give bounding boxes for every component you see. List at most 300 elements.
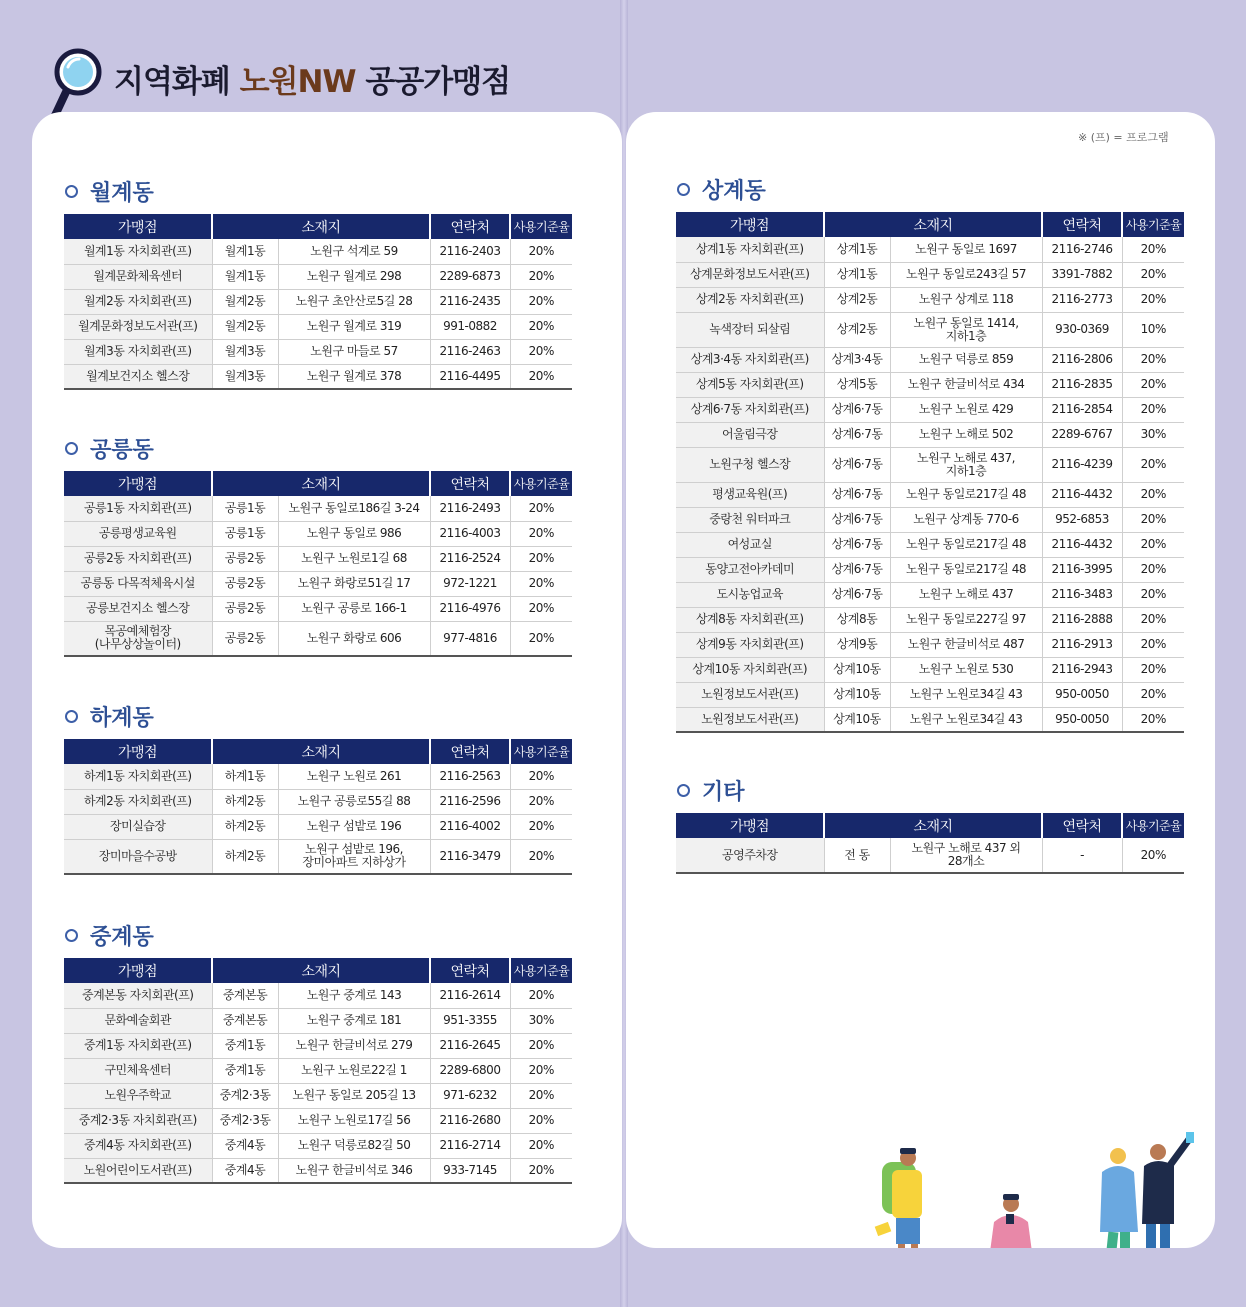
cell-phone: 930-0369 bbox=[1042, 312, 1122, 347]
cell-dong: 상계6·7동 bbox=[824, 397, 890, 422]
cell-name: 상계9동 자치회관(프) bbox=[676, 632, 824, 657]
cell-dong: 월계2동 bbox=[212, 314, 278, 339]
cell-addr: 노원구 석계로 59 bbox=[278, 239, 430, 264]
cell-dong: 공릉1동 bbox=[212, 521, 278, 546]
cell-rate: 20% bbox=[510, 1033, 572, 1058]
cell-rate: 30% bbox=[1122, 422, 1184, 447]
cell-phone: 2116-4432 bbox=[1042, 532, 1122, 557]
table-row bbox=[676, 422, 1184, 447]
cell-addr: 노원구 한글비석로 434 bbox=[890, 372, 1042, 397]
cell-rate: 20% bbox=[1122, 707, 1184, 732]
cell-dong: 상계1동 bbox=[824, 237, 890, 262]
column-header-location: 소재지 bbox=[212, 958, 430, 983]
cell-name: 월계문화체육센터 bbox=[64, 264, 212, 289]
page-title: 지역화폐 노원NW 공공가맹점 bbox=[114, 63, 511, 100]
cell-addr: 노원구 화랑로51길 17 bbox=[278, 571, 430, 596]
cell-name: 월계보건지소 헬스장 bbox=[64, 364, 212, 389]
cell-dong: 상계2동 bbox=[824, 312, 890, 347]
table-row bbox=[64, 789, 572, 814]
cell-name: 공릉2동 자치회관(프) bbox=[64, 546, 212, 571]
section-heading: 중계동 bbox=[90, 924, 154, 950]
cell-name: 상계5동 자치회관(프) bbox=[676, 372, 824, 397]
column-header-rate: 사용기준율 bbox=[510, 739, 572, 764]
cell-addr: 노원구 화랑로 606 bbox=[278, 621, 430, 656]
cell-phone: 952-6853 bbox=[1042, 507, 1122, 532]
table-row bbox=[676, 447, 1184, 482]
cell-phone: 2116-4432 bbox=[1042, 482, 1122, 507]
column-header-name: 가맹점 bbox=[64, 471, 212, 496]
cell-rate: 20% bbox=[1122, 347, 1184, 372]
cell-dong: 월계3동 bbox=[212, 339, 278, 364]
cell-rate: 20% bbox=[510, 1058, 572, 1083]
column-header-location: 소재지 bbox=[212, 739, 430, 764]
cell-name: 공릉보건지소 헬스장 bbox=[64, 596, 212, 621]
cell-name: 공릉평생교육원 bbox=[64, 521, 212, 546]
cell-addr: 노원구 상계로 118 bbox=[890, 287, 1042, 312]
cell-dong: 하계1동 bbox=[212, 764, 278, 789]
cell-addr: 노원구 월계로 319 bbox=[278, 314, 430, 339]
table-header-row bbox=[676, 212, 1184, 237]
cell-rate: 20% bbox=[510, 289, 572, 314]
cell-name: 하계2동 자치회관(프) bbox=[64, 789, 212, 814]
cell-addr: 노원구 노원로 429 bbox=[890, 397, 1042, 422]
section-title bbox=[676, 174, 1184, 204]
cell-phone: 972-1221 bbox=[430, 571, 510, 596]
cell-name: 상계10동 자치회관(프) bbox=[676, 657, 824, 682]
table-row bbox=[676, 682, 1184, 707]
cell-rate: 20% bbox=[1122, 397, 1184, 422]
cell-phone: 2116-2403 bbox=[430, 239, 510, 264]
cell-phone: 2289-6873 bbox=[430, 264, 510, 289]
table-row bbox=[676, 482, 1184, 507]
table-row bbox=[64, 1083, 572, 1108]
table-row bbox=[64, 289, 572, 314]
cell-name: 중계4동 자치회관(프) bbox=[64, 1133, 212, 1158]
table-header-row bbox=[64, 471, 572, 496]
table-row bbox=[64, 571, 572, 596]
cell-name: 공릉1동 자치회관(프) bbox=[64, 496, 212, 521]
cell-rate: 20% bbox=[510, 496, 572, 521]
column-header-rate: 사용기준율 bbox=[1122, 813, 1184, 838]
circle-bullet-icon bbox=[677, 784, 690, 797]
section-heading: 공릉동 bbox=[90, 437, 154, 463]
section-sanggye bbox=[676, 174, 1184, 733]
cell-addr: 노원구 노해로 437, 지하1층 bbox=[890, 447, 1042, 482]
cell-rate: 20% bbox=[510, 339, 572, 364]
cell-phone: 2116-4239 bbox=[1042, 447, 1122, 482]
circle-bullet-icon bbox=[65, 442, 78, 455]
cell-name: 구민체육센터 bbox=[64, 1058, 212, 1083]
cell-name: 노원어린이도서관(프) bbox=[64, 1158, 212, 1183]
cell-rate: 20% bbox=[1122, 582, 1184, 607]
cell-phone: 3391-7882 bbox=[1042, 262, 1122, 287]
column-header-rate: 사용기준율 bbox=[1122, 212, 1184, 237]
cell-addr: 노원구 마들로 57 bbox=[278, 339, 430, 364]
column-header-phone: 연락처 bbox=[430, 214, 510, 239]
cell-rate: 20% bbox=[510, 596, 572, 621]
cell-dong: 공릉2동 bbox=[212, 596, 278, 621]
table-row bbox=[64, 1008, 572, 1033]
cell-dong: 전 동 bbox=[824, 838, 890, 873]
table-row bbox=[676, 632, 1184, 657]
cell-dong: 중계1동 bbox=[212, 1033, 278, 1058]
cell-name: 장미마을수공방 bbox=[64, 839, 212, 874]
cell-addr: 노원구 동일로217길 48 bbox=[890, 557, 1042, 582]
cell-name: 녹색장터 되살림 bbox=[676, 312, 824, 347]
circle-bullet-icon bbox=[677, 183, 690, 196]
table-row bbox=[64, 596, 572, 621]
page-header bbox=[48, 48, 510, 108]
cell-name: 문화예술회관 bbox=[64, 1008, 212, 1033]
circle-bullet-icon bbox=[65, 185, 78, 198]
cell-phone: 971-6232 bbox=[430, 1083, 510, 1108]
cell-phone: 2116-2854 bbox=[1042, 397, 1122, 422]
cell-addr: 노원구 동일로 205길 13 bbox=[278, 1083, 430, 1108]
cell-addr: 노원구 공릉로55길 88 bbox=[278, 789, 430, 814]
table-row bbox=[64, 314, 572, 339]
table-row bbox=[676, 262, 1184, 287]
table-row bbox=[64, 264, 572, 289]
table-row bbox=[676, 347, 1184, 372]
cell-phone: 933-7145 bbox=[430, 1158, 510, 1183]
cell-addr: 노원구 한글비석로 346 bbox=[278, 1158, 430, 1183]
cell-dong: 중계본동 bbox=[212, 983, 278, 1008]
cell-dong: 하계2동 bbox=[212, 789, 278, 814]
section-heading: 기타 bbox=[702, 779, 745, 805]
table-row bbox=[676, 287, 1184, 312]
cell-phone: 2116-2463 bbox=[430, 339, 510, 364]
cell-phone: 2116-3483 bbox=[1042, 582, 1122, 607]
table-header-row bbox=[64, 958, 572, 983]
cell-addr: 노원구 노원로34길 43 bbox=[890, 682, 1042, 707]
cell-addr: 노원구 동일로217길 48 bbox=[890, 482, 1042, 507]
cell-dong: 상계1동 bbox=[824, 262, 890, 287]
cell-name: 중랑천 워터파크 bbox=[676, 507, 824, 532]
cell-phone: 2116-4002 bbox=[430, 814, 510, 839]
cell-addr: 노원구 동일로 1697 bbox=[890, 237, 1042, 262]
cell-addr: 노원구 노해로 437 외 28개소 bbox=[890, 838, 1042, 873]
cell-dong: 중계2·3동 bbox=[212, 1108, 278, 1133]
cell-name: 여성교실 bbox=[676, 532, 824, 557]
table-row bbox=[676, 707, 1184, 732]
column-header-phone: 연락처 bbox=[430, 958, 510, 983]
column-header-location: 소재지 bbox=[212, 471, 430, 496]
cell-rate: 20% bbox=[510, 1083, 572, 1108]
cell-dong: 월계1동 bbox=[212, 264, 278, 289]
cell-dong: 상계6·7동 bbox=[824, 422, 890, 447]
table-row bbox=[676, 372, 1184, 397]
cell-phone: 2116-2835 bbox=[1042, 372, 1122, 397]
cell-name: 공릉동 다목적체육시설 bbox=[64, 571, 212, 596]
merchant-table bbox=[64, 958, 572, 1184]
cell-addr: 노원구 상계동 770-6 bbox=[890, 507, 1042, 532]
cell-name: 하계1동 자치회관(프) bbox=[64, 764, 212, 789]
table-row bbox=[64, 546, 572, 571]
cell-rate: 20% bbox=[510, 1133, 572, 1158]
cell-phone: 977-4816 bbox=[430, 621, 510, 656]
section-hagye bbox=[64, 701, 572, 875]
cell-addr: 노원구 노해로 502 bbox=[890, 422, 1042, 447]
cell-addr: 노원구 초안산로5길 28 bbox=[278, 289, 430, 314]
cell-addr: 노원구 섬밭로 196 bbox=[278, 814, 430, 839]
cell-dong: 상계3·4동 bbox=[824, 347, 890, 372]
cell-dong: 상계8동 bbox=[824, 607, 890, 632]
cell-phone: 2289-6767 bbox=[1042, 422, 1122, 447]
cell-dong: 상계10동 bbox=[824, 707, 890, 732]
column-header-phone: 연락처 bbox=[1042, 212, 1122, 237]
cell-addr: 노원구 한글비석로 279 bbox=[278, 1033, 430, 1058]
cell-addr: 노원구 노원로17길 56 bbox=[278, 1108, 430, 1133]
cell-rate: 20% bbox=[510, 814, 572, 839]
table-row bbox=[64, 814, 572, 839]
cell-dong: 상계6·7동 bbox=[824, 532, 890, 557]
cell-dong: 상계9동 bbox=[824, 632, 890, 657]
cell-name: 월계2동 자치회관(프) bbox=[64, 289, 212, 314]
cell-phone: 2116-2596 bbox=[430, 789, 510, 814]
table-row bbox=[64, 1108, 572, 1133]
section-title bbox=[64, 920, 572, 950]
cell-phone: 2116-3479 bbox=[430, 839, 510, 874]
section-gongneung bbox=[64, 433, 572, 657]
merchant-table bbox=[676, 813, 1184, 874]
cell-name: 목공예체험장 (나무상상놀이터) bbox=[64, 621, 212, 656]
cell-dong: 중계본동 bbox=[212, 1008, 278, 1033]
column-header-rate: 사용기준율 bbox=[510, 214, 572, 239]
table-row bbox=[64, 1133, 572, 1158]
cell-dong: 공릉2동 bbox=[212, 621, 278, 656]
cell-name: 노원우주학교 bbox=[64, 1083, 212, 1108]
circle-bullet-icon bbox=[65, 929, 78, 942]
table-row bbox=[64, 839, 572, 874]
cell-phone: 2116-2943 bbox=[1042, 657, 1122, 682]
table-row bbox=[64, 364, 572, 389]
table-row bbox=[64, 621, 572, 656]
cell-name: 상계1동 자치회관(프) bbox=[676, 237, 824, 262]
table-row bbox=[676, 312, 1184, 347]
cell-phone: 2116-2524 bbox=[430, 546, 510, 571]
section-wolgye bbox=[64, 176, 572, 390]
cell-rate: 20% bbox=[1122, 682, 1184, 707]
cell-phone: 2116-2888 bbox=[1042, 607, 1122, 632]
cell-name: 상계문화정보도서관(프) bbox=[676, 262, 824, 287]
table-row bbox=[64, 1158, 572, 1183]
cell-dong: 상계5동 bbox=[824, 372, 890, 397]
column-header-name: 가맹점 bbox=[64, 958, 212, 983]
section-heading: 상계동 bbox=[702, 178, 766, 204]
cell-name: 중계본동 자치회관(프) bbox=[64, 983, 212, 1008]
cell-addr: 노원구 월계로 378 bbox=[278, 364, 430, 389]
program-legend-note: ※ (프) = 프로그램 bbox=[1078, 131, 1169, 144]
table-row bbox=[676, 532, 1184, 557]
cell-rate: 20% bbox=[1122, 372, 1184, 397]
cell-addr: 노원구 동일로 986 bbox=[278, 521, 430, 546]
cell-name: 상계2동 자치회관(프) bbox=[676, 287, 824, 312]
cell-dong: 공릉2동 bbox=[212, 546, 278, 571]
column-header-phone: 연락처 bbox=[430, 739, 510, 764]
column-header-name: 가맹점 bbox=[676, 813, 824, 838]
column-header-location: 소재지 bbox=[212, 214, 430, 239]
cell-rate: 20% bbox=[1122, 482, 1184, 507]
cell-name: 월계3동 자치회관(프) bbox=[64, 339, 212, 364]
section-title bbox=[64, 176, 572, 206]
table-row bbox=[676, 507, 1184, 532]
cell-rate: 20% bbox=[510, 364, 572, 389]
cell-rate: 20% bbox=[510, 546, 572, 571]
cell-phone: 2116-2614 bbox=[430, 983, 510, 1008]
cell-addr: 노원구 섬밭로 196, 장미아파트 지하상가 bbox=[278, 839, 430, 874]
cell-dong: 월계1동 bbox=[212, 239, 278, 264]
cell-dong: 상계10동 bbox=[824, 682, 890, 707]
cell-name: 월계1동 자치회관(프) bbox=[64, 239, 212, 264]
cell-name: 상계8동 자치회관(프) bbox=[676, 607, 824, 632]
table-row bbox=[64, 1058, 572, 1083]
column-header-name: 가맹점 bbox=[64, 214, 212, 239]
section-etc bbox=[676, 775, 1184, 874]
cell-phone: 2116-2435 bbox=[430, 289, 510, 314]
cell-name: 어울림극장 bbox=[676, 422, 824, 447]
table-row bbox=[64, 1033, 572, 1058]
cell-phone: 2116-3995 bbox=[1042, 557, 1122, 582]
cell-dong: 중계1동 bbox=[212, 1058, 278, 1083]
table-header-row bbox=[64, 214, 572, 239]
cell-addr: 노원구 노원로 261 bbox=[278, 764, 430, 789]
table-row bbox=[64, 239, 572, 264]
cell-dong: 상계10동 bbox=[824, 657, 890, 682]
cell-rate: 30% bbox=[510, 1008, 572, 1033]
section-title bbox=[676, 775, 1184, 805]
cell-rate: 20% bbox=[1122, 657, 1184, 682]
cell-addr: 노원구 노원로 530 bbox=[890, 657, 1042, 682]
cell-dong: 중계2·3동 bbox=[212, 1083, 278, 1108]
section-heading: 월계동 bbox=[90, 180, 154, 206]
cell-dong: 상계6·7동 bbox=[824, 582, 890, 607]
cell-dong: 공릉1동 bbox=[212, 496, 278, 521]
cell-rate: 20% bbox=[1122, 532, 1184, 557]
table-row bbox=[64, 764, 572, 789]
table-row bbox=[64, 496, 572, 521]
cell-addr: 노원구 동일로227길 97 bbox=[890, 607, 1042, 632]
table-row bbox=[676, 557, 1184, 582]
cell-name: 공영주차장 bbox=[676, 838, 824, 873]
merchant-table bbox=[64, 471, 572, 657]
cell-dong: 공릉2동 bbox=[212, 571, 278, 596]
cell-name: 월계문화정보도서관(프) bbox=[64, 314, 212, 339]
column-header-phone: 연락처 bbox=[1042, 813, 1122, 838]
column-header-rate: 사용기준율 bbox=[510, 958, 572, 983]
cell-rate: 20% bbox=[510, 764, 572, 789]
column-header-phone: 연락처 bbox=[430, 471, 510, 496]
cell-addr: 노원구 노원로22길 1 bbox=[278, 1058, 430, 1083]
column-header-name: 가맹점 bbox=[676, 212, 824, 237]
cell-rate: 20% bbox=[1122, 262, 1184, 287]
table-header-row bbox=[676, 813, 1184, 838]
cell-addr: 노원구 동일로217길 48 bbox=[890, 532, 1042, 557]
cell-phone: 2116-2563 bbox=[430, 764, 510, 789]
table-row bbox=[676, 237, 1184, 262]
cell-rate: 20% bbox=[510, 264, 572, 289]
cell-phone: 2116-4003 bbox=[430, 521, 510, 546]
cell-rate: 20% bbox=[1122, 287, 1184, 312]
cell-phone: 2116-2645 bbox=[430, 1033, 510, 1058]
cell-phone: 950-0050 bbox=[1042, 682, 1122, 707]
cell-rate: 20% bbox=[1122, 557, 1184, 582]
cell-phone: 2289-6800 bbox=[430, 1058, 510, 1083]
cell-phone: 951-3355 bbox=[430, 1008, 510, 1033]
cell-rate: 20% bbox=[1122, 237, 1184, 262]
cell-addr: 노원구 동일로243길 57 bbox=[890, 262, 1042, 287]
cell-dong: 하계2동 bbox=[212, 814, 278, 839]
cell-rate: 20% bbox=[510, 314, 572, 339]
section-junggye bbox=[64, 920, 572, 1184]
people-illustration bbox=[856, 1132, 1196, 1248]
column-header-rate: 사용기준율 bbox=[510, 471, 572, 496]
cell-addr: 노원구 덕릉로82길 50 bbox=[278, 1133, 430, 1158]
section-title bbox=[64, 701, 572, 731]
cell-phone: 2116-2680 bbox=[430, 1108, 510, 1133]
column-header-location: 소재지 bbox=[824, 212, 1042, 237]
cell-dong: 하계2동 bbox=[212, 839, 278, 874]
column-header-location: 소재지 bbox=[824, 813, 1042, 838]
table-row bbox=[64, 521, 572, 546]
cell-addr: 노원구 노원로1길 68 bbox=[278, 546, 430, 571]
cell-addr: 노원구 노해로 437 bbox=[890, 582, 1042, 607]
cell-rate: 20% bbox=[510, 621, 572, 656]
cell-rate: 20% bbox=[1122, 838, 1184, 873]
cell-phone: 991-0882 bbox=[430, 314, 510, 339]
table-header-row bbox=[64, 739, 572, 764]
cell-phone: 2116-2714 bbox=[430, 1133, 510, 1158]
cell-name: 상계3·4동 자치회관(프) bbox=[676, 347, 824, 372]
cell-rate: 10% bbox=[1122, 312, 1184, 347]
cell-rate: 20% bbox=[510, 983, 572, 1008]
cell-name: 상계6·7동 자치회관(프) bbox=[676, 397, 824, 422]
table-row bbox=[676, 657, 1184, 682]
merchant-table bbox=[64, 214, 572, 390]
cell-rate: 20% bbox=[510, 839, 572, 874]
table-row bbox=[64, 339, 572, 364]
cell-phone: 2116-4495 bbox=[430, 364, 510, 389]
table-row bbox=[64, 983, 572, 1008]
cell-rate: 20% bbox=[1122, 632, 1184, 657]
cell-addr: 노원구 중계로 143 bbox=[278, 983, 430, 1008]
table-row bbox=[676, 838, 1184, 873]
table-row bbox=[676, 582, 1184, 607]
cell-rate: 20% bbox=[510, 789, 572, 814]
cell-rate: 20% bbox=[1122, 507, 1184, 532]
section-heading: 하계동 bbox=[90, 705, 154, 731]
cell-rate: 20% bbox=[510, 571, 572, 596]
cell-rate: 20% bbox=[510, 1158, 572, 1183]
cell-phone: 2116-2773 bbox=[1042, 287, 1122, 312]
circle-bullet-icon bbox=[65, 710, 78, 723]
cell-addr: 노원구 노원로34길 43 bbox=[890, 707, 1042, 732]
table-row bbox=[676, 607, 1184, 632]
cell-addr: 노원구 한글비석로 487 bbox=[890, 632, 1042, 657]
cell-rate: 20% bbox=[1122, 607, 1184, 632]
cell-name: 노원구청 헬스장 bbox=[676, 447, 824, 482]
cell-name: 노원정보도서관(프) bbox=[676, 682, 824, 707]
cell-addr: 노원구 월계로 298 bbox=[278, 264, 430, 289]
cell-dong: 월계2동 bbox=[212, 289, 278, 314]
cell-dong: 상계6·7동 bbox=[824, 447, 890, 482]
cell-name: 장미실습장 bbox=[64, 814, 212, 839]
cell-name: 평생교육원(프) bbox=[676, 482, 824, 507]
cell-rate: 20% bbox=[510, 239, 572, 264]
cell-phone: 2116-4976 bbox=[430, 596, 510, 621]
cell-dong: 상계6·7동 bbox=[824, 482, 890, 507]
merchant-table bbox=[676, 212, 1184, 733]
column-header-name: 가맹점 bbox=[64, 739, 212, 764]
